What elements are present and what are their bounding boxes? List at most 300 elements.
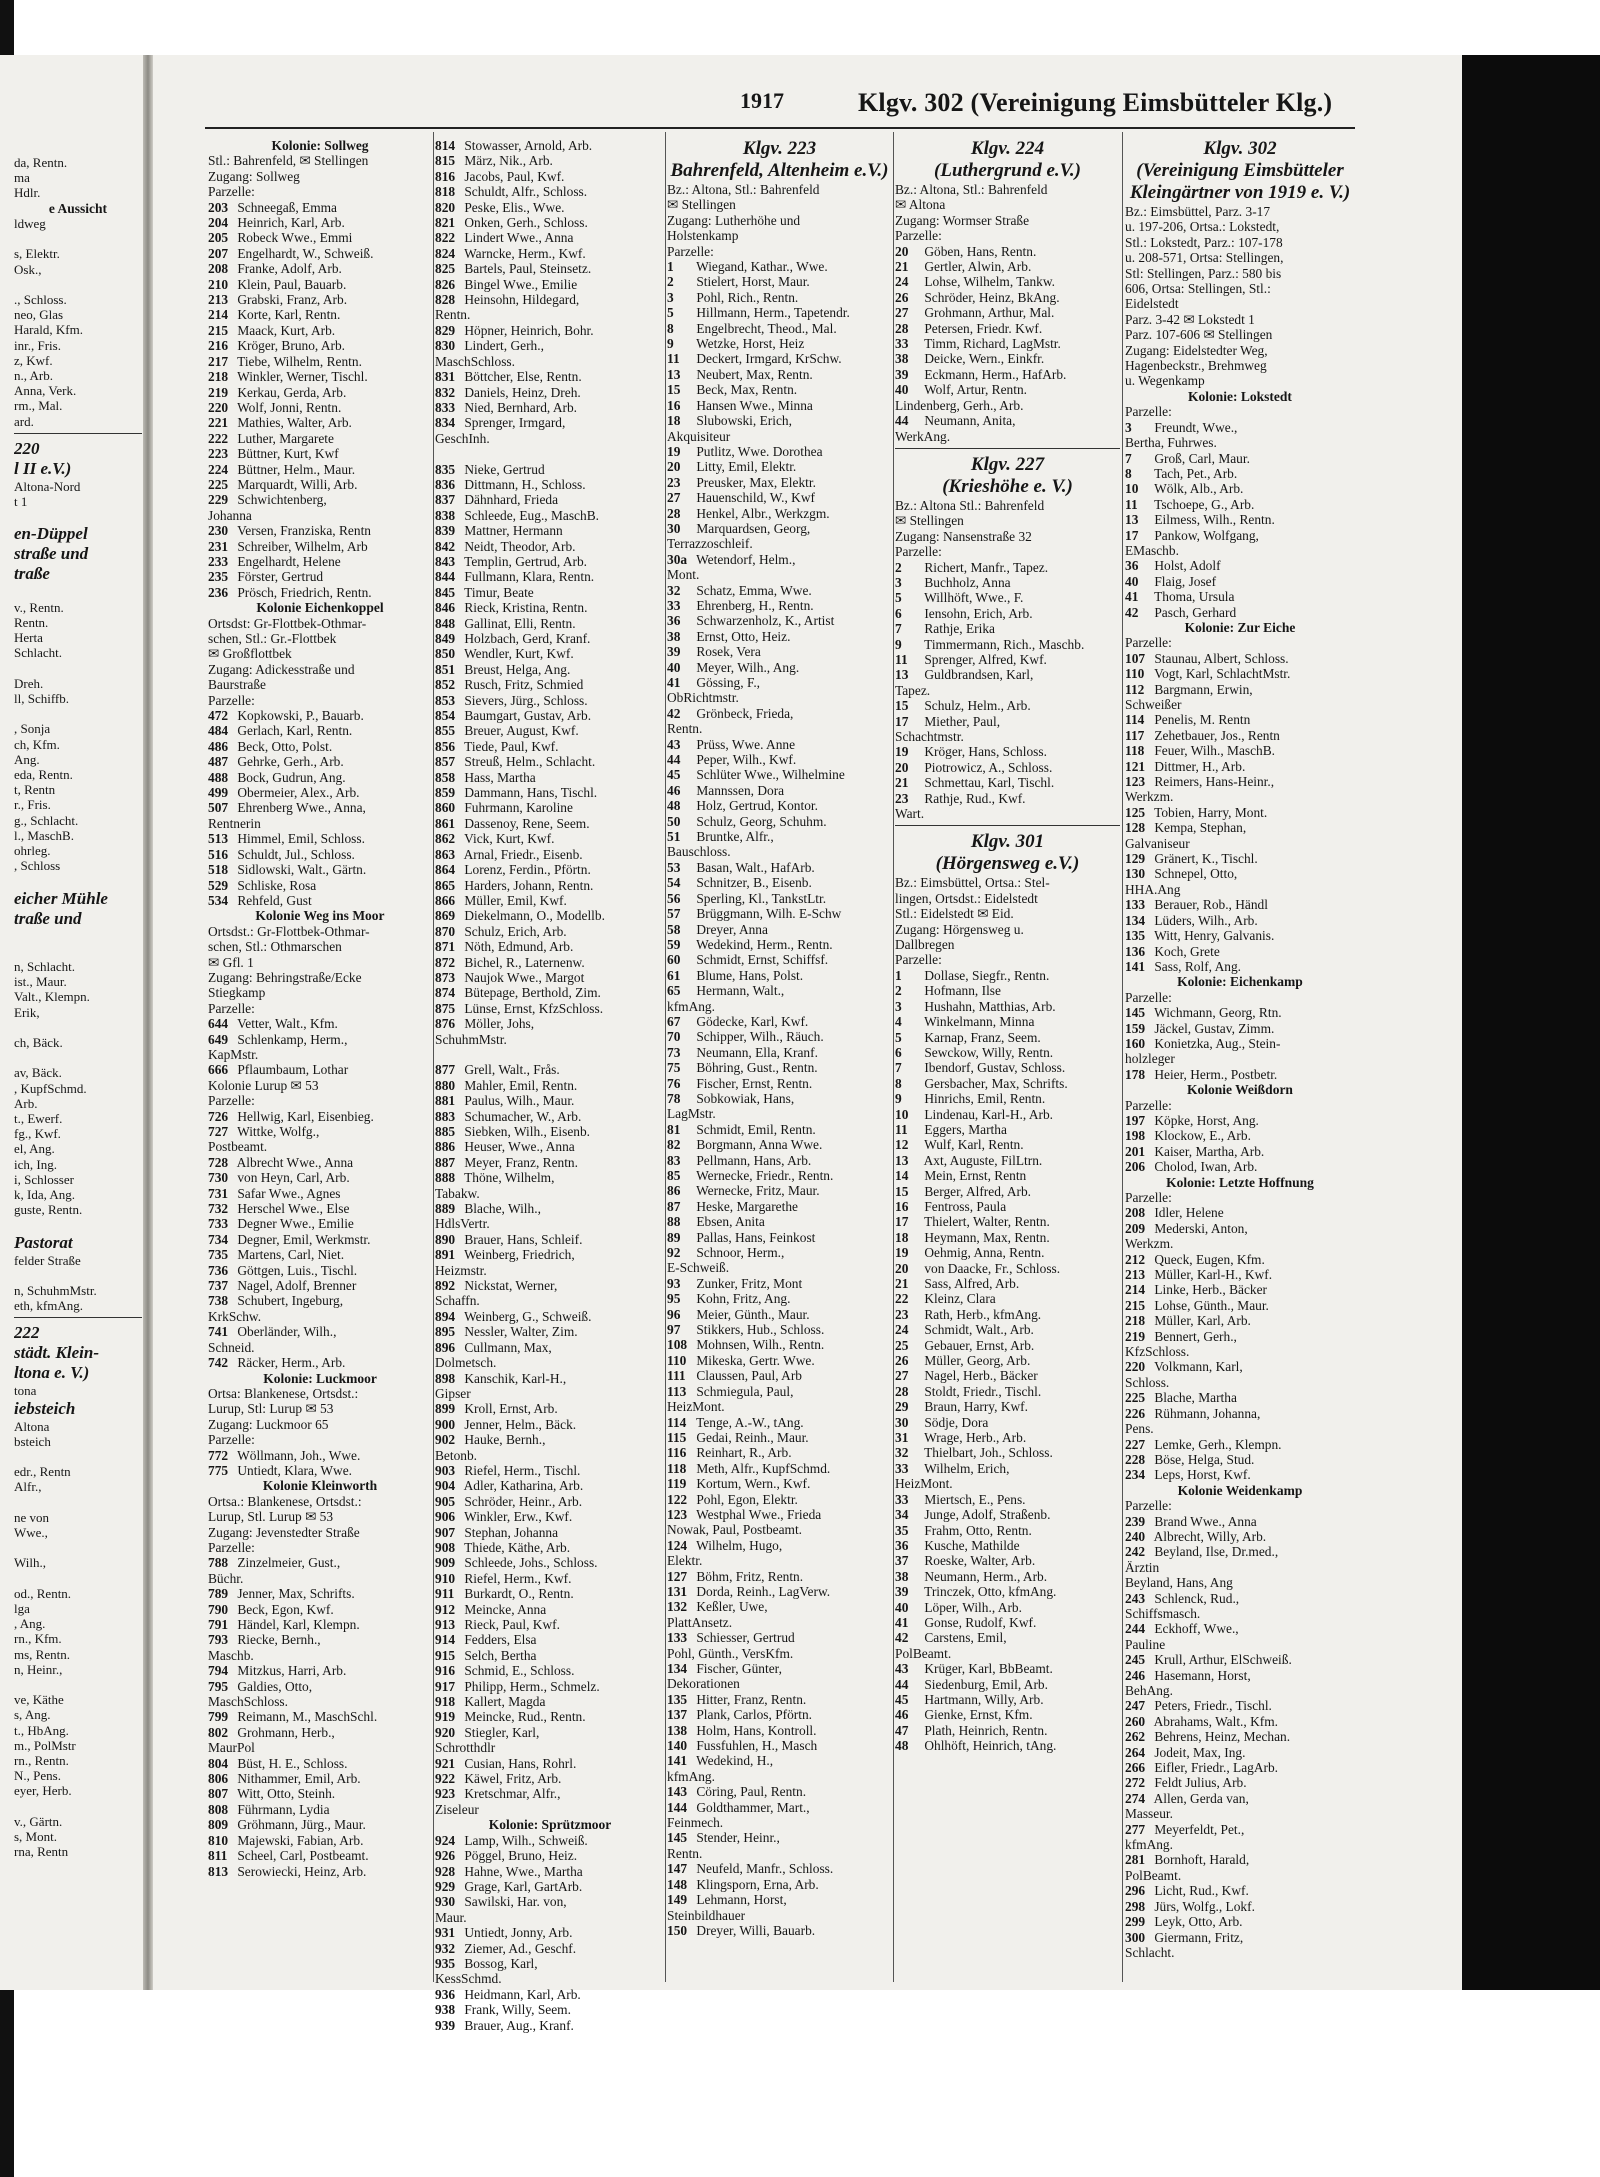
tenant-text: Paulus, Wilh., Maur. — [461, 1093, 575, 1109]
tenant-text: Breust, Helga, Ang. — [461, 661, 571, 677]
tenant-text: Reinhart, R., Arb. — [693, 1445, 792, 1461]
text-line: Altona-Nord — [14, 478, 81, 494]
plot-entry — [435, 569, 665, 584]
plot-entry — [435, 338, 665, 353]
tenant-text: Schuldt, Jul., Schloss. — [234, 846, 355, 862]
plot-entry — [895, 1168, 1120, 1183]
tenant-text: Rusch, Fritz, Schmied — [461, 677, 584, 693]
plot-entry — [895, 259, 1120, 274]
plot-number: 213 — [1125, 1267, 1146, 1283]
tenant-text: Tiebe, Wilhelm, Rentn. — [234, 353, 362, 369]
plot-number: 218 — [1125, 1313, 1146, 1329]
plot-entry — [1125, 1652, 1355, 1667]
tenant-text: Harders, Johann, Rentn. — [461, 877, 594, 893]
plot-number: 821 — [435, 215, 456, 231]
text-line: Ortsa.: Blankenese, Ortsdst.: — [208, 1493, 362, 1509]
plot-entry — [208, 415, 432, 430]
plot-number: 916 — [435, 1663, 456, 1679]
tenant-text: Ohlhöft, Heinrich, tAng. — [921, 1738, 1057, 1754]
plot-entry — [895, 1014, 1120, 1029]
page-header — [740, 88, 1340, 118]
plot-entry — [435, 693, 665, 708]
plot-number: 239 — [1125, 1513, 1146, 1529]
tenant-text: Miertsch, E., Pens. — [921, 1491, 1026, 1507]
plot-entry — [667, 737, 892, 752]
plot-number: 40 — [667, 659, 681, 675]
plot-entry — [208, 1216, 432, 1231]
plot-entry — [895, 791, 1120, 806]
text-line: kfmAng. — [1125, 1837, 1173, 1853]
text-line: Betonb. — [435, 1447, 478, 1463]
tenant-text: Bennert, Gerh., — [1151, 1328, 1237, 1344]
plot-entry — [667, 1137, 892, 1152]
tenant-text: Marquardsen, Georg, — [693, 520, 811, 536]
tenant-text: Schnepel, Otto, — [1151, 866, 1238, 882]
text-line: schen, Stl.: Gr.-Flottbek — [208, 631, 337, 646]
tenant-text: Mannssen, Dora — [693, 782, 785, 798]
text-line: MaurPol — [208, 1740, 255, 1756]
plot-entry — [895, 321, 1120, 336]
plot-number: 833 — [435, 399, 456, 415]
tenant-text: Wedekind, H., — [693, 1753, 774, 1769]
text-line: schen, Stl.: Othmarschen — [208, 939, 342, 955]
plot-entry — [435, 1432, 665, 1447]
tenant-text: Grabski, Franz, Arb. — [234, 292, 348, 308]
tenant-text: Stikkers, Hub., Schloss. — [693, 1322, 825, 1338]
text-line: Bz.: Altona, Stl.: Bahrenfeld — [667, 182, 820, 197]
text-line: el, Ang. — [14, 1141, 55, 1157]
plot-entry — [1125, 1544, 1355, 1559]
plot-number: 134 — [1125, 912, 1146, 928]
plot-entry — [667, 1337, 892, 1352]
tenant-text: Thiede, Käthe, Arb. — [461, 1539, 571, 1555]
tenant-text: Schubert, Ingeburg, — [234, 1293, 344, 1309]
plot-entry — [667, 305, 892, 320]
text-line: ohrleg. — [14, 842, 51, 858]
plot-entry — [895, 274, 1120, 289]
tenant-text: Möller, Johs, — [461, 1016, 535, 1032]
plot-number: 845 — [435, 584, 456, 600]
tenant-text: Klockow, E., Arb. — [1151, 1128, 1251, 1144]
text-line: Nowak, Paul, Postbeamt. — [667, 1522, 803, 1538]
tenant-text: Meyerfeldt, Pet., — [1151, 1821, 1245, 1837]
plot-number: 20 — [895, 1260, 909, 1276]
tenant-text: Thielbart, Joh., Schloss. — [921, 1445, 1053, 1461]
plot-entry — [667, 459, 892, 474]
colony-heading: Kolonie: Zur Eiche — [1184, 619, 1296, 635]
tenant-text: Eckmann, Herm., HafArb. — [921, 366, 1067, 382]
text-line: ✉ Großflottbek — [208, 646, 292, 662]
plot-entry — [895, 575, 1120, 590]
tenant-text: Deckert, Irmgard, KrSchw. — [693, 351, 842, 367]
plot-entry — [208, 1032, 432, 1047]
plot-entry — [435, 878, 665, 893]
plot-number: 831 — [435, 369, 456, 385]
plot-number: 41 — [895, 1614, 909, 1630]
plot-entry — [667, 1430, 892, 1445]
text-line: v., Gärtn. — [14, 1813, 63, 1829]
text-line: lingen, Ortsdst.: Eidelstedt — [895, 890, 1038, 906]
tenant-text: Feuer, Wilh., MaschB. — [1151, 743, 1276, 759]
plot-number: 108 — [667, 1337, 688, 1353]
plot-entry — [1125, 897, 1355, 912]
plot-number: 141 — [667, 1753, 688, 1769]
plot-number: 125 — [1125, 804, 1146, 820]
text-line: bsteich — [14, 1433, 51, 1449]
tenant-text: Löper, Wilh., Arb. — [921, 1599, 1022, 1615]
plot-entry — [435, 415, 665, 430]
text-line — [14, 1571, 142, 1586]
text-line: Erik, — [14, 1004, 40, 1020]
plot-number: 851 — [435, 661, 456, 677]
plot-number: 2 — [667, 274, 674, 290]
tenant-text: Fentross, Paula — [921, 1198, 1007, 1214]
tenant-text: Ziemer, Ad., Geschf. — [461, 1940, 577, 1956]
tenant-text: Lindert Wwe., Anna — [461, 230, 574, 246]
text-line: Zugang: Hörgensweg u. — [895, 921, 1024, 937]
plot-number: 799 — [208, 1709, 229, 1725]
text-line: Dreh. — [14, 675, 44, 691]
plot-number: 281 — [1125, 1852, 1146, 1868]
plot-entry — [1125, 497, 1355, 512]
plot-number: 33 — [667, 597, 681, 613]
plot-number: 60 — [667, 952, 681, 968]
tenant-text: Lindenau, Karl-H., Arb. — [921, 1106, 1054, 1122]
plot-number: 11 — [1125, 496, 1138, 512]
plot-entry — [895, 1707, 1120, 1722]
tenant-text: Kröger, Bruno, Arb. — [234, 338, 346, 354]
text-line: Feinmech. — [667, 1815, 724, 1831]
plot-entry — [435, 1278, 665, 1293]
text-line: ldweg — [14, 216, 46, 232]
tenant-text: Frank, Willy, Seem. — [461, 2002, 571, 2018]
plot-entry — [667, 1800, 892, 1815]
plot-entry — [208, 230, 432, 245]
tenant-text: Neumann, Ella, Kranf. — [693, 1044, 818, 1060]
tenant-text: Mattner, Hermann — [461, 523, 563, 539]
tenant-text: Mahler, Emil, Rentn. — [461, 1077, 578, 1093]
tenant-text: Plank, Carlos, Pförtn. — [693, 1707, 813, 1723]
tenant-text: Heinsohn, Hildegard, — [461, 292, 580, 308]
plot-number: 772 — [208, 1447, 229, 1463]
text-line: Schaffn. — [435, 1293, 480, 1309]
plot-entry — [895, 1261, 1120, 1276]
text-line: Hagenbeckstr., Brehmweg — [1125, 358, 1267, 374]
plot-entry — [1125, 1791, 1355, 1806]
plot-number: 930 — [435, 1894, 456, 1910]
plot-number: 47 — [895, 1722, 909, 1738]
plot-entry — [1125, 589, 1355, 604]
plot-entry — [1125, 1036, 1355, 1051]
plot-number: 8 — [1125, 465, 1132, 481]
text-line: , Ang. — [14, 1616, 46, 1632]
text-line: Bz.: Altona, Stl.: Bahrenfeld — [895, 182, 1048, 197]
text-line: KapMstr. — [208, 1046, 259, 1062]
plot-number: 45 — [667, 767, 681, 783]
plot-number: 807 — [208, 1786, 229, 1802]
tenant-text: Kerkau, Gerda, Arb. — [234, 384, 347, 400]
plot-entry — [435, 462, 665, 477]
plot-number: 7 — [895, 1060, 902, 1076]
plot-number: 50 — [667, 813, 681, 829]
text-line: holzleger — [1125, 1051, 1175, 1067]
plot-number: 727 — [208, 1124, 229, 1139]
tenant-text: Pallas, Hans, Feinkost — [693, 1229, 816, 1245]
plot-number: 810 — [208, 1832, 229, 1848]
association-heading: en-Düppel — [14, 524, 88, 544]
plot-entry — [895, 1523, 1120, 1538]
tenant-text: Schröder, Heinz, BkAng. — [921, 289, 1060, 305]
text-line: s, Elektr. — [14, 246, 60, 262]
association-heading: 222 — [14, 1323, 40, 1343]
plot-number: 8 — [895, 1075, 902, 1091]
tenant-text: Bichel, R., Laternenw. — [461, 954, 585, 970]
text-line: rm., Mal. — [14, 398, 63, 414]
tenant-text: Neumann, Anita, — [921, 413, 1016, 429]
tenant-text: Gienke, Ernst, Kfm. — [921, 1707, 1033, 1723]
plot-number: 23 — [895, 1306, 909, 1322]
plot-entry — [667, 1214, 892, 1229]
plot-number: 247 — [1125, 1698, 1146, 1714]
tenant-text: Bargmann, Erwin, — [1151, 681, 1253, 697]
tenant-text: Borgmann, Anna Wwe. — [693, 1137, 823, 1153]
plot-number: 129 — [1125, 851, 1146, 867]
tenant-text: Blache, Martha — [1151, 1390, 1237, 1406]
text-line — [14, 1540, 142, 1555]
plot-number: 26 — [895, 289, 909, 305]
plot-number: 18 — [895, 1229, 909, 1245]
plot-entry — [435, 739, 665, 754]
plot-entry — [895, 1723, 1120, 1738]
plot-number: 218 — [208, 369, 229, 385]
plot-number: 861 — [435, 815, 456, 831]
text-line: Kolonie Lurup ✉ 53 — [208, 1077, 319, 1093]
plot-entry — [667, 1861, 892, 1876]
plot-entry — [1125, 558, 1355, 573]
text-line: Pohl, Günth., VersKfm. — [667, 1645, 794, 1661]
text-line: Ortsdst: Gr-Flottbek-Othmar- — [208, 615, 367, 631]
plot-number: 5 — [895, 1029, 902, 1045]
plot-entry — [667, 274, 892, 289]
tenant-text: Timmermann, Rich., Maschb. — [921, 636, 1085, 652]
text-line: z, Kwf. — [14, 352, 53, 368]
plot-entry — [1125, 1714, 1355, 1729]
plot-number: 118 — [667, 1460, 687, 1476]
plot-entry — [208, 1278, 432, 1293]
tenant-text: Dorda, Reinh., LagVerw. — [693, 1583, 831, 1599]
plot-entry — [1125, 774, 1355, 789]
tenant-text: Adler, Katharina, Arb. — [461, 1478, 584, 1494]
plot-number: 907 — [435, 1524, 456, 1540]
plot-entry — [667, 906, 892, 921]
plot-number: 726 — [208, 1108, 229, 1124]
text-line: Beyland, Hans, Ang — [1125, 1575, 1233, 1591]
plot-entry — [1125, 1067, 1355, 1082]
tenant-text: Wernecke, Fritz, Maur. — [693, 1183, 820, 1199]
plot-entry — [208, 1109, 432, 1124]
plot-entry — [895, 667, 1120, 682]
tenant-text: Reimann, M., MaschSchl. — [234, 1709, 378, 1725]
plot-number: 472 — [208, 708, 229, 724]
plot-number: 46 — [667, 782, 681, 798]
plot-number: 230 — [208, 523, 229, 539]
plot-entry — [435, 1093, 665, 1108]
text-line: Parzelle: — [895, 228, 942, 244]
association-heading: traße und — [14, 908, 82, 928]
tenant-text: Förster, Gertrud — [234, 569, 324, 585]
plot-entry — [1125, 1437, 1355, 1452]
plot-number: 51 — [667, 829, 681, 845]
text-line: Tapez. — [895, 682, 931, 698]
plot-number: 913 — [435, 1617, 456, 1632]
plot-entry — [435, 1586, 665, 1601]
tenant-text: Obermeier, Alex., Arb. — [234, 785, 360, 801]
tenant-text: Böse, Helga, Stud. — [1151, 1451, 1255, 1467]
plot-number: 900 — [435, 1416, 456, 1432]
plot-number: 912 — [435, 1601, 456, 1617]
text-line: Parzelle: — [208, 1000, 255, 1016]
tenant-text: Stender, Heinr., — [693, 1830, 780, 1846]
tenant-text: Heuser, Wwe., Anna — [461, 1139, 575, 1155]
tenant-text: Dollase, Siegfr., Rentn. — [921, 967, 1050, 983]
plot-entry — [208, 1124, 432, 1139]
plot-entry — [208, 1833, 432, 1848]
tenant-text: Meth, Alfr., KupfSchmd. — [693, 1460, 831, 1476]
text-line: kfmAng. — [667, 1768, 715, 1784]
tenant-text: Büttner, Kurt, Kwf — [234, 446, 339, 462]
tenant-text: Mohnsen, Wilh., Rentn. — [693, 1337, 825, 1353]
tenant-text: Schliske, Rosa — [234, 877, 317, 893]
tenant-text: Fullmann, Klara, Rentn. — [461, 569, 595, 585]
plot-entry — [1125, 1406, 1355, 1421]
tenant-text: Schiesser, Gertrud — [693, 1630, 795, 1646]
tenant-text: Krull, Arthur, ElSchweiß. — [1151, 1652, 1292, 1668]
plot-entry — [667, 259, 892, 274]
plot-entry — [895, 1492, 1120, 1507]
text-line: Schiffsmasch. — [1125, 1605, 1201, 1621]
tenant-text: Schleede, Johs., Schloss. — [461, 1555, 598, 1571]
tenant-text: Allen, Gerda van, — [1151, 1790, 1249, 1806]
tenant-text: Onken, Gerh., Schloss. — [461, 215, 588, 231]
plot-number: 242 — [1125, 1544, 1146, 1560]
tenant-text: Jäckel, Gustav, Zimm. — [1151, 1020, 1275, 1036]
plot-number: 61 — [667, 967, 681, 983]
colony-heading: Kolonie: Sprützmoor — [488, 1817, 612, 1833]
plot-number: 82 — [667, 1137, 681, 1153]
plot-entry — [208, 462, 432, 477]
tenant-text: Händel, Karl, Klempn. — [234, 1617, 360, 1632]
tenant-text: Warncke, Herm., Kwf. — [461, 245, 586, 261]
tenant-text: Piotrowicz, A., Schloss. — [921, 759, 1053, 775]
plot-number: 221 — [208, 415, 229, 431]
tenant-text: Schneegaß, Emma — [234, 199, 337, 215]
plot-number: 742 — [208, 1355, 229, 1371]
plot-entry — [667, 552, 892, 567]
tenant-text: Wendler, Kurt, Kwf. — [461, 646, 574, 662]
tenant-text: Gerlach, Karl, Rentn. — [234, 723, 353, 739]
plot-entry — [435, 1941, 665, 1956]
tenant-text: Schreiber, Wilhelm, Arb — [234, 538, 368, 554]
plot-entry — [667, 1630, 892, 1645]
text-line — [14, 660, 142, 675]
plot-entry — [1125, 1930, 1355, 1945]
text-line: Johanna — [208, 507, 252, 523]
plot-number: 920 — [435, 1724, 456, 1740]
tenant-text: Hushahn, Matthias, Arb. — [921, 998, 1056, 1014]
tenant-text: Lindert, Gerh., — [461, 338, 544, 354]
plot-entry — [435, 1617, 665, 1632]
plot-entry — [895, 1307, 1120, 1322]
previous-page-column — [14, 155, 142, 1860]
plot-number: 888 — [435, 1170, 456, 1186]
plot-number: 732 — [208, 1201, 229, 1217]
tenant-text: Grohmann, Arthur, Mal. — [921, 305, 1055, 321]
tenant-text: Böhm, Fritz, Rentn. — [693, 1568, 804, 1584]
plot-entry — [1125, 1267, 1355, 1282]
plot-entry — [435, 1525, 665, 1540]
plot-entry — [435, 1001, 665, 1016]
plot-number: 6 — [895, 1044, 902, 1060]
tenant-text: Södje, Dora — [921, 1414, 989, 1430]
tenant-text: Giermann, Fritz, — [1151, 1929, 1244, 1945]
tenant-text: Müller, Karl-H., Kwf. — [1151, 1267, 1273, 1283]
association-heading: traße — [14, 564, 50, 584]
tenant-text: Grönbeck, Frieda, — [693, 705, 794, 721]
tenant-text: Henkel, Albr., Werkzgm. — [693, 505, 830, 521]
tenant-text: Brand Wwe., Anna — [1151, 1513, 1257, 1529]
plot-number: 830 — [435, 338, 456, 354]
plot-entry — [667, 367, 892, 382]
plot-entry — [208, 1186, 432, 1201]
plot-entry — [208, 338, 432, 353]
plot-number: 849 — [435, 631, 456, 646]
tenant-text: Dähnhard, Frieda — [461, 492, 559, 508]
plot-number: 738 — [208, 1293, 229, 1309]
plot-entry — [1125, 1329, 1355, 1344]
tenant-text: Untiedt, Jonny, Arb. — [461, 1925, 573, 1941]
text-line: Heizmstr. — [435, 1262, 487, 1278]
plot-number: 737 — [208, 1278, 229, 1294]
plot-entry — [435, 2018, 665, 2033]
tenant-text: Mein, Ernst, Rentn — [921, 1168, 1027, 1184]
plot-entry — [435, 1232, 665, 1247]
plot-number: 236 — [208, 584, 229, 600]
plot-number: 141 — [1125, 958, 1146, 974]
tenant-text: Sawilski, Har. von, — [461, 1894, 567, 1910]
plot-number: 1 — [667, 259, 674, 275]
tenant-text: Stiegler, Karl, — [461, 1724, 540, 1740]
plot-number: 27 — [667, 490, 681, 506]
plot-number: 813 — [208, 1863, 229, 1879]
text-line: Harald, Kfm. — [14, 322, 83, 338]
tenant-text: Lemke, Gerh., Klempn. — [1151, 1436, 1282, 1452]
plot-number: 92 — [667, 1245, 681, 1261]
text-line: KfzSchloss. — [1125, 1344, 1190, 1360]
plot-number: 201 — [1125, 1143, 1146, 1159]
tenant-text: Dittmer, H., Arb. — [1151, 758, 1246, 774]
plot-number: 219 — [208, 384, 229, 400]
tenant-text: Schlenkamp, Herm., — [234, 1031, 348, 1047]
association-heading: iebsteich — [14, 1398, 76, 1418]
plot-number: 914 — [435, 1632, 456, 1648]
plot-number: 264 — [1125, 1744, 1146, 1760]
plot-number: 159 — [1125, 1020, 1146, 1036]
text-line: eyer, Herb. — [14, 1783, 72, 1799]
plot-number: 11 — [895, 651, 908, 667]
text-line: KessSchmd. — [435, 1971, 502, 1987]
plot-number: 272 — [1125, 1775, 1146, 1791]
tenant-text: Peper, Wilh., Kwf. — [693, 752, 797, 768]
